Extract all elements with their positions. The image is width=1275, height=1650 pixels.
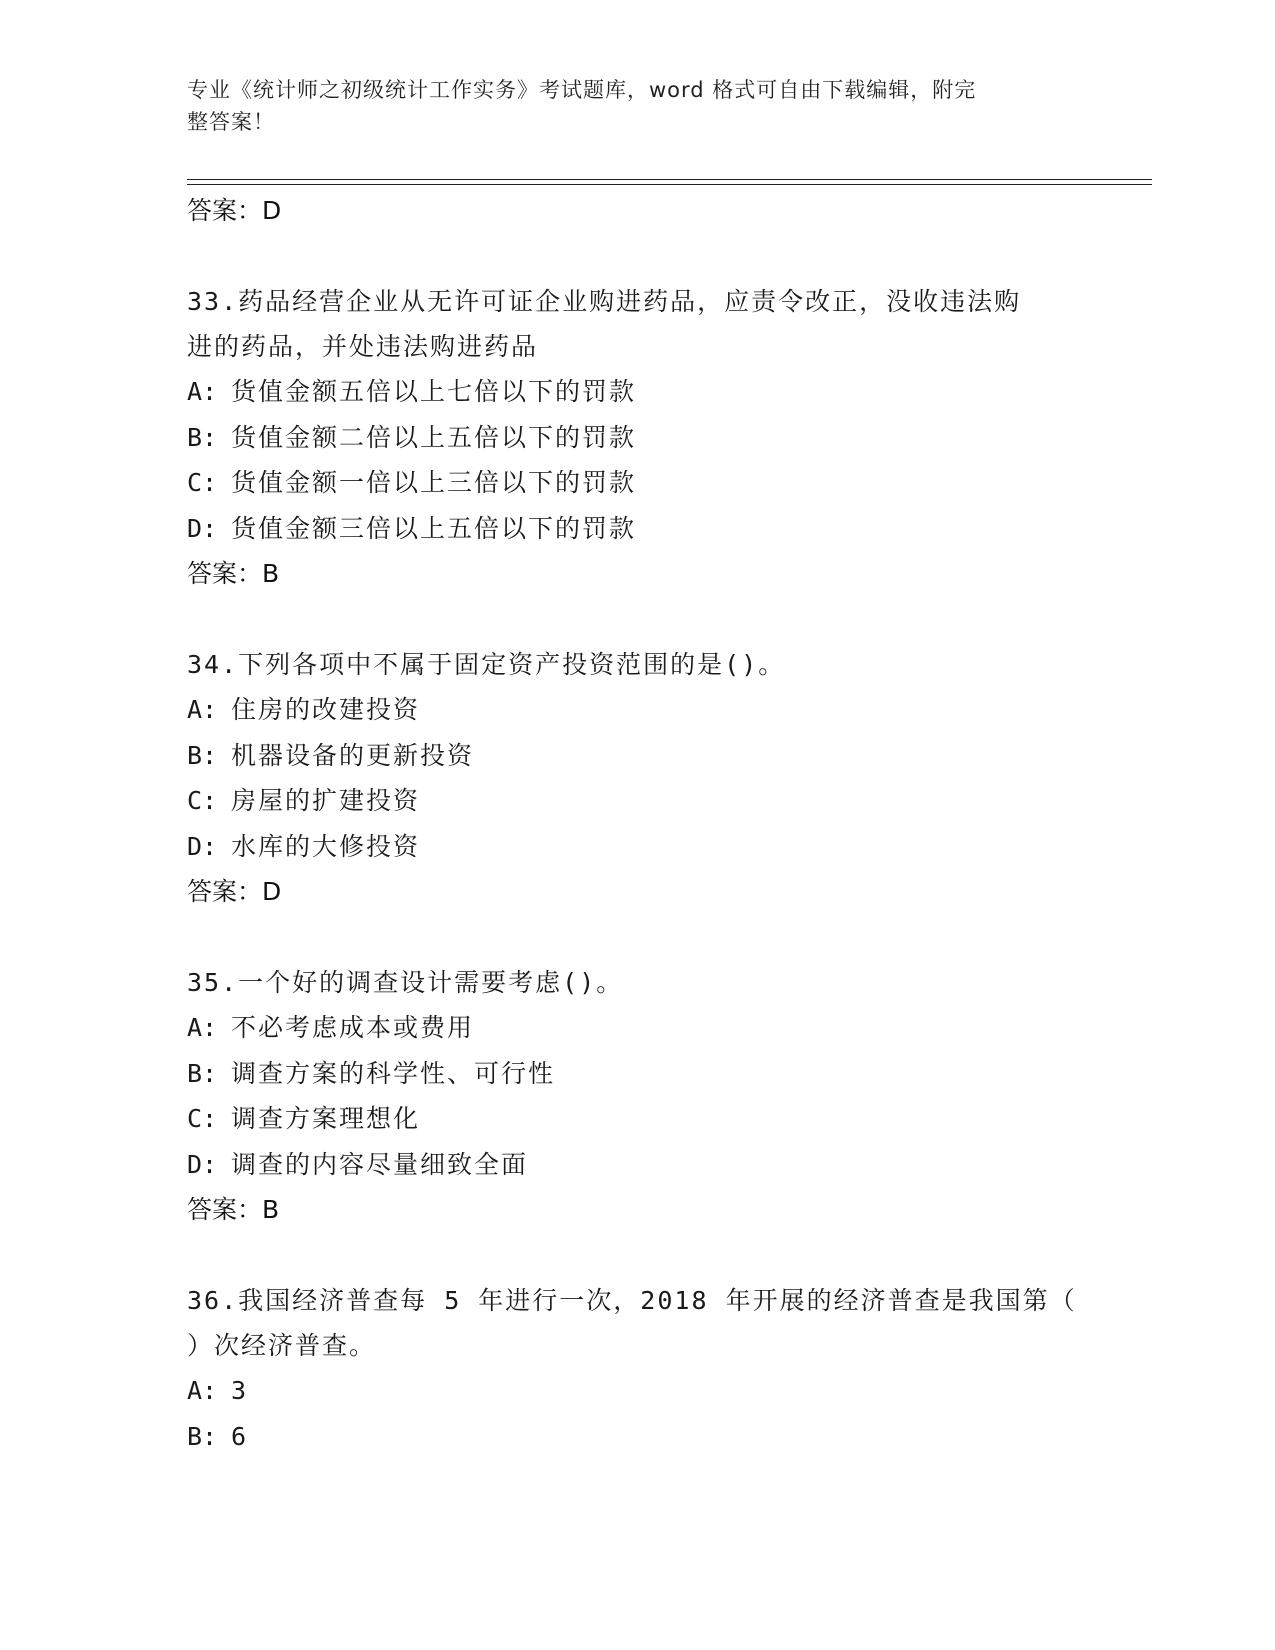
spacer — [187, 234, 1087, 279]
option-letter: A: — [187, 1376, 218, 1405]
question-stem-line: ）次经济普查。 — [187, 1331, 377, 1360]
option-text: 货值金额二倍以上五倍以下的罚款 — [231, 422, 637, 452]
option-letter: B: — [187, 740, 218, 770]
option-b — [187, 1051, 1087, 1097]
option-b — [187, 415, 1087, 461]
option-d — [187, 1142, 1087, 1188]
header-line-2: 整答案！ — [187, 110, 275, 134]
option-letter: A: — [187, 377, 218, 406]
option-text: 3 — [231, 1376, 249, 1405]
page-header — [187, 74, 1067, 138]
answer-line: 答案：D — [187, 877, 282, 906]
option-text: 水库的大修投资 — [231, 831, 421, 861]
option-letter: D: — [187, 513, 218, 543]
option-letter: D: — [187, 831, 218, 861]
option-text: 货值金额五倍以上七倍以下的罚款 — [231, 377, 637, 406]
question-list — [187, 188, 1087, 1459]
option-letter: A: — [187, 1013, 218, 1042]
question-stem-line: 进的药品，并处违法购进药品 — [187, 332, 539, 361]
option-text: 货值金额三倍以上五倍以下的罚款 — [231, 513, 637, 543]
option-letter: B: — [187, 1421, 218, 1451]
spacer — [187, 1233, 1087, 1278]
question-stem — [187, 642, 1087, 687]
option-c — [187, 778, 1087, 824]
option-a — [187, 1368, 1087, 1414]
question-stem-line: 35.一个好的调查设计需要考虑()。 — [187, 968, 624, 997]
question-block-34 — [187, 642, 1087, 915]
option-d — [187, 506, 1087, 552]
option-b — [187, 1414, 1087, 1460]
option-text: 不必考虑成本或费用 — [231, 1013, 475, 1042]
option-text: 机器设备的更新投资 — [231, 740, 475, 770]
answer-line: 答案：B — [187, 559, 280, 588]
option-letter: B: — [187, 422, 218, 452]
spacer — [187, 915, 1087, 960]
option-a — [187, 369, 1087, 415]
header-rule-bottom — [187, 184, 1152, 185]
option-letter: C: — [187, 786, 218, 815]
question-stem — [187, 279, 1087, 369]
question-block-35 — [187, 960, 1087, 1233]
option-c — [187, 1096, 1087, 1142]
option-letter: A: — [187, 695, 218, 724]
option-b — [187, 733, 1087, 779]
option-d — [187, 824, 1087, 870]
question-block-33 — [187, 279, 1087, 597]
option-letter: C: — [187, 1104, 218, 1133]
question-stem-line: 34.下列各项中不属于固定资产投资范围的是()。 — [187, 650, 786, 679]
previous-answer: 答案：D — [187, 196, 282, 225]
option-text: 6 — [231, 1421, 249, 1451]
question-stem — [187, 1278, 1087, 1368]
option-letter: B: — [187, 1058, 218, 1088]
option-text: 货值金额一倍以上三倍以下的罚款 — [231, 468, 637, 497]
option-text: 调查的内容尽量细致全面 — [231, 1149, 529, 1179]
option-a — [187, 1005, 1087, 1051]
question-stem — [187, 960, 1087, 1005]
option-text: 调查方案理想化 — [231, 1104, 421, 1133]
header-line-1: 专业《统计师之初级统计工作实务》考试题库，word 格式可自由下载编辑，附完 — [187, 78, 977, 102]
option-text: 调查方案的科学性、可行性 — [231, 1058, 556, 1088]
option-a — [187, 687, 1087, 733]
answer-line: 答案：B — [187, 1195, 280, 1224]
option-letter: D: — [187, 1149, 218, 1179]
option-c — [187, 460, 1087, 506]
spacer — [187, 597, 1087, 642]
header-rule-top — [187, 179, 1152, 180]
question-block-36 — [187, 1278, 1087, 1459]
option-text: 房屋的扩建投资 — [231, 786, 421, 815]
question-stem-line: 36.我国经济普查每 5 年进行一次，2018 年开展的经济普查是我国第（ — [187, 1286, 1077, 1315]
option-text: 住房的改建投资 — [231, 695, 421, 724]
question-stem-line: 33.药品经营企业从无许可证企业购进药品，应责令改正，没收违法购 — [187, 287, 1022, 316]
option-letter: C: — [187, 468, 218, 497]
